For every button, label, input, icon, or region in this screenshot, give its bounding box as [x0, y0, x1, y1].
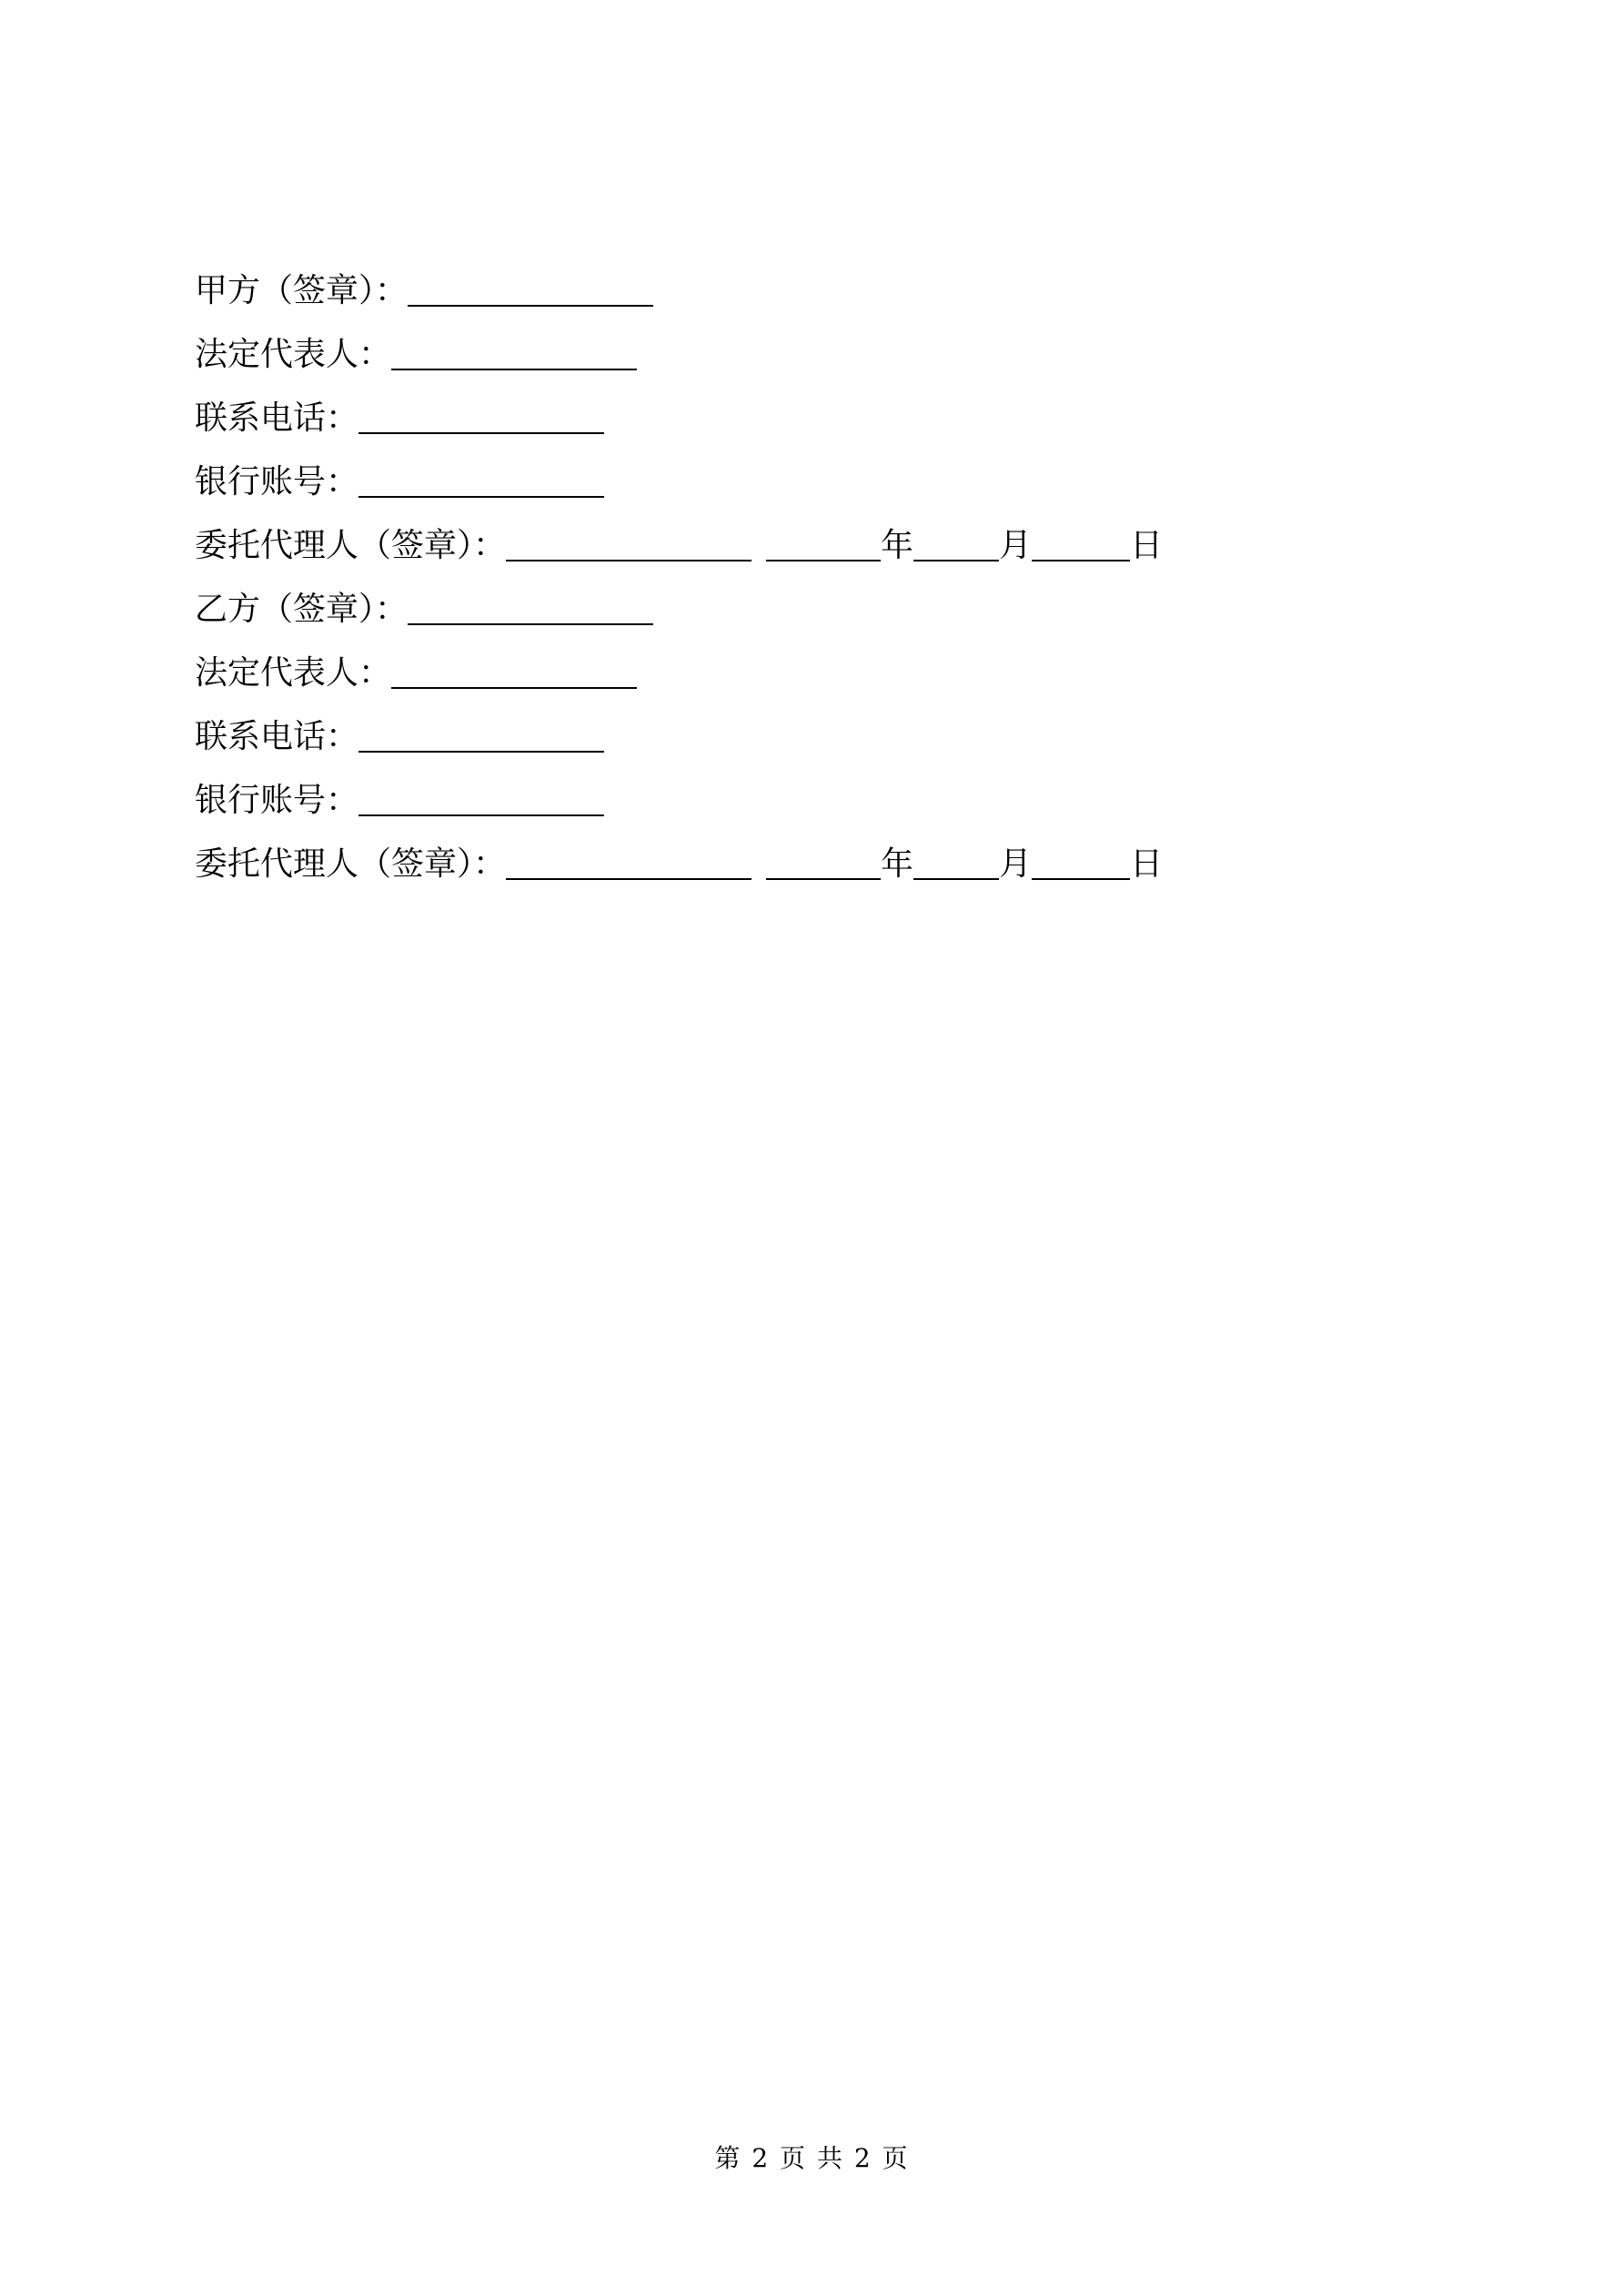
party-a-phone-label: 联系电话：: [195, 400, 359, 437]
party-b-agent-line: [195, 842, 1163, 887]
party-b-legal-rep-label: 法定代表人：: [195, 654, 392, 692]
party-b-day-blank: [1032, 851, 1130, 880]
party-b-month-blank: [913, 851, 999, 880]
party-a-legal-rep-line: [195, 332, 637, 378]
party-a-agent-line: [195, 523, 1163, 569]
party-a-sign-blank: [408, 278, 653, 307]
party-a-bank-line: [195, 460, 604, 505]
party-a-phone-line: [195, 396, 604, 441]
party-a-legal-rep-label: 法定代表人：: [195, 336, 392, 373]
party-a-legal-rep-blank: [391, 341, 637, 370]
party-b-bank-blank: [358, 787, 604, 816]
party-b-year-blank: [766, 851, 881, 880]
party-a-month-label: 月: [999, 527, 1033, 564]
party-a-sign-line: [195, 268, 653, 314]
party-a-phone-blank: [358, 405, 604, 434]
party-b-bank-label: 银行账号：: [195, 782, 359, 819]
party-a-bank-blank: [358, 469, 604, 498]
party-b-year-label: 年: [881, 845, 914, 883]
party-a-year-blank: [766, 532, 881, 561]
party-b-legal-rep-blank: [391, 660, 637, 689]
party-b-bank-line: [195, 778, 604, 824]
party-b-sign-blank: [408, 596, 653, 625]
party-a-agent-label: 委托代理人（签章）：: [195, 527, 507, 564]
party-a-year-label: 年: [881, 527, 914, 564]
party-b-month-label: 月: [999, 845, 1033, 883]
party-b-sign-line: [195, 587, 653, 632]
party-b-agent-label: 委托代理人（签章）：: [195, 845, 507, 883]
party-b-phone-blank: [358, 723, 604, 753]
party-a-day-blank: [1032, 532, 1130, 561]
party-b-day-label: 日: [1130, 845, 1164, 883]
party-b-sign-label: 乙方（签章）：: [195, 591, 409, 628]
party-b-legal-rep-line: [195, 651, 637, 696]
party-a-bank-label: 银行账号：: [195, 463, 359, 501]
party-b-phone-label: 联系电话：: [195, 718, 359, 755]
party-a-agent-blank: [506, 532, 751, 561]
page-number-footer: 第 2 页 共 2 页: [714, 2143, 910, 2173]
party-a-day-label: 日: [1130, 527, 1164, 564]
party-b-phone-line: [195, 714, 604, 760]
party-a-sign-label: 甲方（签章）：: [195, 272, 409, 309]
party-a-month-blank: [913, 532, 999, 561]
party-b-agent-blank: [506, 851, 751, 880]
